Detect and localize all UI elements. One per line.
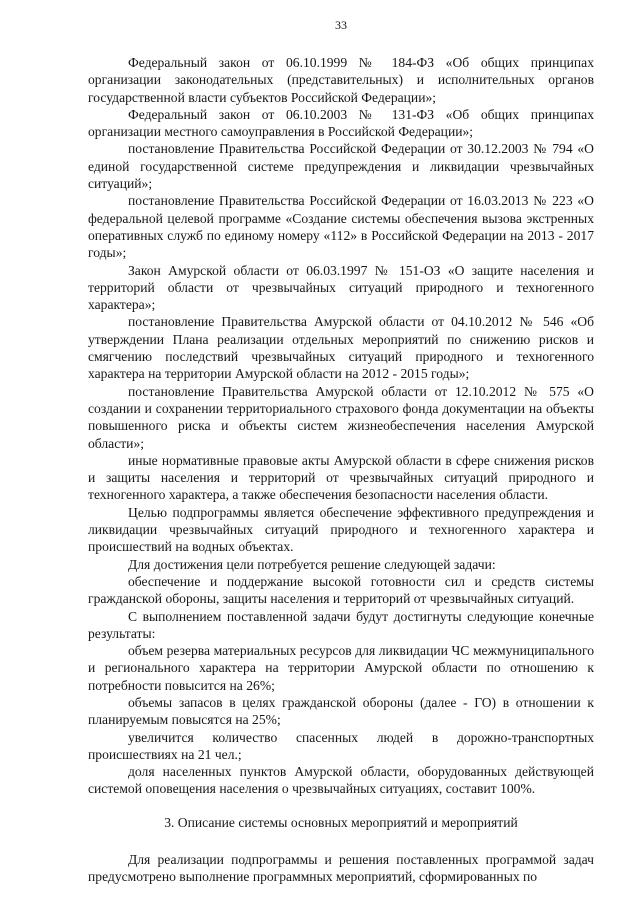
paragraph-law-184fz: Федеральный закон от 06.10.1999 № 184-ФЗ «Об общих принципах организации законодательных (представительных) и исполнительных органов государственной власти субъектов Российской Федерации»; bbox=[88, 55, 594, 105]
paragraph-amur-law-151oz: Закон Амурской области от 06.03.1997 № 151-ОЗ «О защите населения и территорий области от чрезвычайных ситуаций природного и техногенного характера»; bbox=[88, 262, 594, 313]
paragraph-amur-resolution-575: постановление Правительства Амурской области от 12.10.2012 № 575 «О создании и сохранении территориального страхового фонда документации на объекты повышенного риска и объекты систем жизнеобеспечения населения Амурской области»; bbox=[88, 383, 594, 451]
paragraph-result-rescued: увеличится количество спасенных людей в дорожно-транспортных происшествиях на 21 чел.; bbox=[88, 729, 594, 762]
paragraph-law-131fz: Федеральный закон от 06.10.2003 № 131-ФЗ «Об общих принципах организации местного самоуправления в Российской Федерации»; bbox=[88, 106, 594, 140]
paragraph-results-intro: С выполнением поставленной задачи будут достигнуты следующие конечные результаты: bbox=[88, 608, 594, 641]
paragraph-task: обеспечение и поддержание высокой готовности сил и средств системы гражданской обороны, защиты населения и территорий от чрезвычайных ситуаций. bbox=[88, 573, 594, 607]
paragraph-other-acts: иные нормативные правовые акты Амурской области в сфере снижения рисков и защиты населения и территорий от чрезвычайных ситуаций природного и техногенного характера, а также обеспечения безопасности населения области. bbox=[88, 452, 594, 503]
paragraph-resolution-794: постановление Правительства Российской Федерации от 30.12.2003 № 794 «О единой государственной системе предупреждения и ликвидации чрезвычайных ситуаций»; bbox=[88, 141, 594, 192]
paragraph-task-intro: Для достижения цели потребуется решение следующей задачи: bbox=[128, 556, 496, 572]
paragraph-resolution-223: постановление Правительства Российской Федерации от 16.03.2013 № 223 «О федеральной целевой программе «Создание системы обеспечения вызова экстренных оперативных служб по единому номеру «112» в Российской Федерации на 2013 - 2017 годы»; bbox=[88, 193, 594, 261]
paragraph-result-civil-defense: объемы запасов в целях гражданской обороны (далее - ГО) в отношении к планируемым повысятся на 25%; bbox=[88, 694, 594, 728]
paragraph-closing: Для реализации подпрограммы и решения поставленных программой задач предусмотрено выполнение программных мероприятий, сформированных по bbox=[88, 852, 594, 885]
paragraph-result-warning-system: доля населенных пунктов Амурской области, оборудованных действующей системой оповещения населения о чрезвычайных ситуациях, составит 100%. bbox=[88, 764, 594, 797]
paragraph-subprogram-goal: Целью подпрограммы является обеспечение эффективного предупреждения и ликвидации чрезвычайных ситуаций природного и техногенного характера и происшествий на водных объектах. bbox=[88, 504, 594, 555]
section-heading: 3. Описание системы основных мероприятий и мероприятий bbox=[164, 814, 518, 830]
paragraph-amur-resolution-546: постановление Правительства Амурской области от 04.10.2012 № 546 «Об утверждении Плана реализации отдельных мероприятий по снижению рисков и смягчению последствий чрезвычайных ситуаций природного и техногенного характера на территории Амурской области на 2012 - 2015 годы»; bbox=[88, 314, 594, 382]
page-number: 33 bbox=[335, 18, 347, 32]
paragraph-result-reserve: объем резерва материальных ресурсов для ликвидации ЧС межмуниципального и регионального характера на территории Амурской области по отношению к потребности повысится на 26%; bbox=[88, 643, 594, 693]
